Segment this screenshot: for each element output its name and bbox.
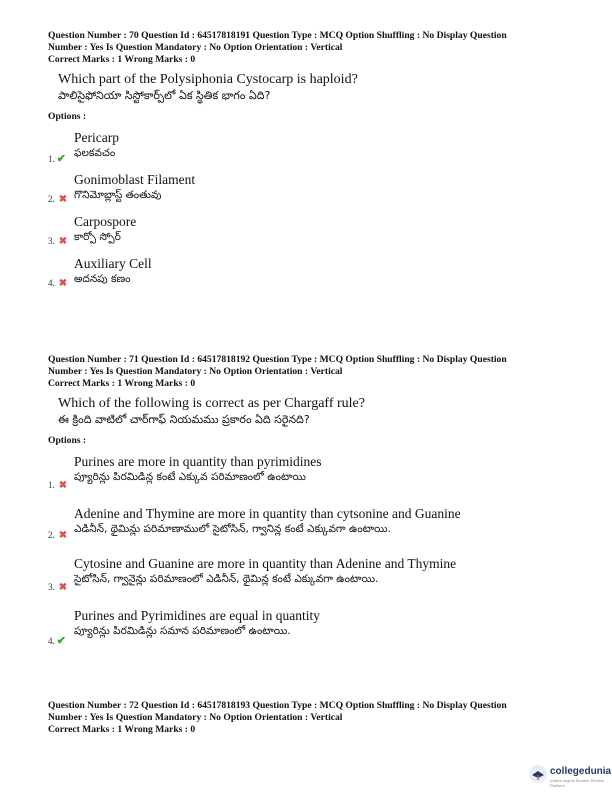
question-text-en: Which of the following is correct as per Chargaff rule? xyxy=(58,396,365,411)
question-meta-line1: Question Number : 71 Question Id : 64517818192 Question Type : MCQ Option Shuffling : No Display Question xyxy=(48,354,507,365)
option-text-te: సైటోసిన్, గ్వానైన్లు పరిమాణంలో ఎడినీన్, థైమిన్ల కంటే ఎక్కువగా ఉంటాయి. xyxy=(74,573,379,585)
option-text-en: Auxiliary Cell xyxy=(74,256,152,271)
option-1 xyxy=(48,130,568,165)
option-1 xyxy=(48,454,568,491)
option-4 xyxy=(48,256,568,289)
option-number: 1. ✔ xyxy=(48,153,66,165)
question-text-en: Which part of the Polysiphonia Cystocarp is haploid? xyxy=(58,72,358,87)
question-meta-line2: Number : Yes Is Question Mandatory : No Option Orientation : Vertical xyxy=(48,42,343,53)
option-text-en: Cytosine and Guanine are more in quantity than Adenine and Thymine xyxy=(74,556,457,571)
option-text-te: ఎడినీన్, థైమిన్లు పరిమాణాములో సైటోసిన్, గ్వానిన్ల కంటే ఎక్కువగా ఉంటాయి. xyxy=(74,523,391,535)
option-text-te: గొనిమోబ్లాస్ట్ తంతువు xyxy=(74,189,162,201)
option-text-en: Purines and Pyrimidines are equal in quantity xyxy=(74,608,320,623)
option-number: 2. ✖ xyxy=(48,530,68,541)
option-number: 2. ✖ xyxy=(48,194,68,205)
option-number: 4. ✖ xyxy=(48,278,68,289)
question-text-te: పాలిసైఫోనియా సిస్టోకార్ప్‌లో ఏక స్థితిక భాగం ఏది? xyxy=(58,89,271,102)
collegedunia-logo-icon xyxy=(528,764,548,784)
correct-check-icon: ✔ xyxy=(56,153,66,165)
option-2 xyxy=(48,506,568,541)
question-meta-line2: Number : Yes Is Question Mandatory : No Option Orientation : Vertical xyxy=(48,712,343,723)
wrong-cross-icon: ✖ xyxy=(58,236,68,247)
option-text-en: Adenine and Thymine are more in quantity than cytsonine and Guanine xyxy=(74,506,461,521)
option-text-te: ఫలకవచం xyxy=(74,147,116,159)
wrong-cross-icon: ✖ xyxy=(58,480,68,491)
option-text-te: ప్యూరిన్లు పిరమిడిన్లు సమాన పరిమాణంలో ఉంటాయి. xyxy=(74,625,291,637)
question-block-72 xyxy=(48,700,568,736)
correct-check-icon: ✔ xyxy=(56,635,66,647)
option-number: 3. ✖ xyxy=(48,582,68,593)
option-number: 3. ✖ xyxy=(48,236,68,247)
question-text-te: ఈ క్రింది వాటిలో చార్‌గాఫ్ నియమము ప్రకారం ఏది సరైనది? xyxy=(58,413,310,426)
option-text-en: Purines are more in quantity than pyrimidines xyxy=(74,454,322,469)
question-marks: Correct Marks : 1 Wrong Marks : 0 xyxy=(48,378,196,389)
option-text-te: అదనపు కణం xyxy=(74,273,131,285)
option-3 xyxy=(48,214,568,247)
question-meta-line1: Question Number : 72 Question Id : 64517818193 Question Type : MCQ Option Shuffling : No Display Question xyxy=(48,700,507,711)
option-text-en: Gonimoblast Filament xyxy=(74,172,196,187)
option-text-te: కార్పో స్పోర్ xyxy=(74,231,121,243)
option-number: 1. ✖ xyxy=(48,480,68,491)
options-label: Options : xyxy=(48,111,87,122)
logo-tagline: India's largest Student Review Platform xyxy=(550,778,604,788)
collegedunia-logo xyxy=(528,762,612,788)
options-label: Options : xyxy=(48,435,87,446)
option-3 xyxy=(48,556,568,593)
option-text-te: ప్యూరిన్లు పిరమిడిన్ల కంటే ఎక్కువ పరిమాణంలో ఉంటాయి xyxy=(74,471,306,483)
logo-wordmark: collegedunia xyxy=(550,766,612,777)
question-marks: Correct Marks : 1 Wrong Marks : 0 xyxy=(48,724,196,735)
option-2 xyxy=(48,172,568,205)
wrong-cross-icon: ✖ xyxy=(58,194,68,205)
question-marks: Correct Marks : 1 Wrong Marks : 0 xyxy=(48,54,196,65)
option-4 xyxy=(48,608,568,647)
question-block-70 xyxy=(48,30,568,289)
question-meta-line2: Number : Yes Is Question Mandatory : No Option Orientation : Vertical xyxy=(48,366,343,377)
wrong-cross-icon: ✖ xyxy=(58,582,68,593)
question-meta-line1: Question Number : 70 Question Id : 64517818191 Question Type : MCQ Option Shuffling : No Display Question xyxy=(48,30,507,41)
option-text-en: Pericarp xyxy=(74,130,119,145)
question-block-71 xyxy=(48,354,568,647)
option-text-en: Carpospore xyxy=(74,214,137,229)
wrong-cross-icon: ✖ xyxy=(58,278,68,289)
option-number: 4. ✔ xyxy=(48,635,66,647)
wrong-cross-icon: ✖ xyxy=(58,530,68,541)
